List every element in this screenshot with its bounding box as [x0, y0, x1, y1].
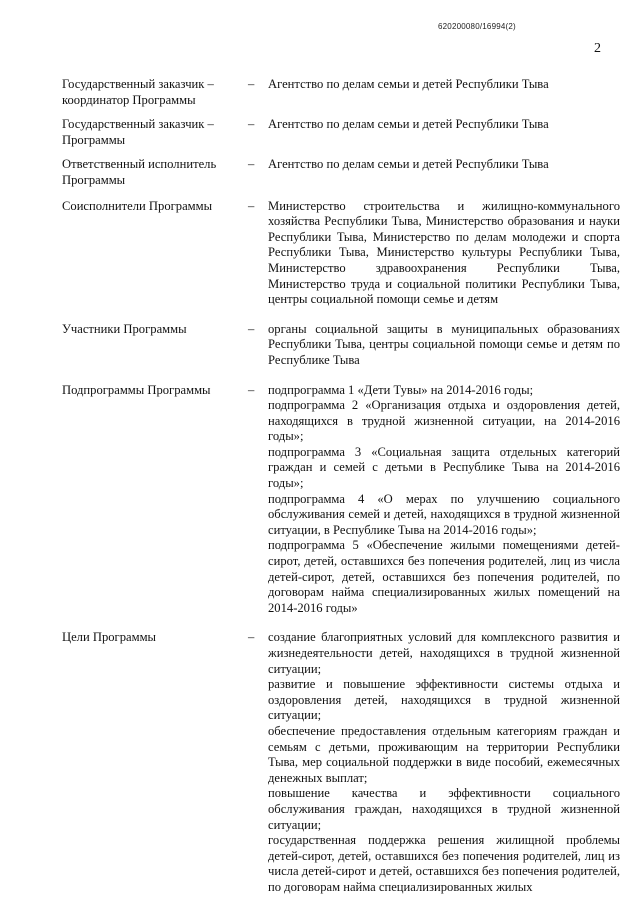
row-label: Участники Программы [62, 321, 187, 336]
subprogram-item: подпрограмма 5 «Обеспечение жилыми помещениями детей-сирот, детей, оставшихся без попечения родителей, лиц из числа детей-сирот, детей, оставшихся без попечения родителей, по договорам найма специализированных жилых помещений на 2014-2016 годы» [268, 538, 620, 615]
row-label: Государственный заказчик – координатор Программы [62, 77, 214, 107]
row-text: органы социальной защиты в муниципальных образованиях Республики Тыва, центры социальной помощи семье и детям по Республике Тыва [268, 321, 620, 367]
page-number: 2 [594, 41, 601, 56]
goal-item: государственная поддержка решения жилищной проблемы детей-сирот, детей, оставшихся без попечения родителей, лиц из числа детей-сирот и детей, оставшихся без попечения родителей, по договорам найма специализированных жилых [268, 833, 620, 894]
row-label: Государственный заказчик – Программы [62, 117, 214, 147]
row-content [268, 199, 620, 308]
subprogram-item: подпрограмма 4 «О мерах по улучшению социального обслуживания семей и детей, находящихся в трудной жизненной ситуации, в Республике Тыва на 2014-2016 годы»; [268, 491, 620, 537]
row-text: Министерство строительства и жилищно-коммунального хозяйства Республики Тыва, Министерство образования и науки Республики Тыва, Министерство по делам молодежи и спорта Республики Тыва, Министерство культуры Республики Тыва, Министерство здравоохранения Республики Тыва, Министерство труда и социальной политики Республики Тыва, центры социальной помощи семье и детям [268, 198, 620, 307]
goal-item: повышение качества и эффективности социального обслуживания граждан, находящихся в трудной жизненной ситуации; [268, 786, 620, 832]
row-dash: – [248, 117, 255, 132]
row-content [268, 383, 620, 617]
passport-row-state-customer [62, 117, 620, 148]
subprogram-item: подпрограмма 3 «Социальная защита отдельных категорий граждан и семей с детьми в Республике Тыва на 2014-2016 годы»; [268, 444, 620, 491]
program-passport-table [62, 77, 620, 896]
passport-row-subprograms [62, 383, 620, 617]
goal-item: обеспечение предоставления отдельным категориям граждан и семьям с детьми, проживающим на территории Республики Тыва, мер социальной поддержки в виде пособий, ежемесячных денежных выплат; [268, 723, 620, 785]
row-content [268, 157, 620, 173]
row-dash: – [248, 198, 255, 213]
document-id: 620200080/16994(2) [438, 22, 516, 31]
row-content [268, 117, 620, 133]
passport-row-goals [62, 630, 620, 895]
row-content [268, 77, 620, 93]
row-label: Цели Программы [62, 630, 156, 645]
row-text: Агентство по делам семьи и детей Республики Тыва [268, 77, 549, 91]
row-text: Агентство по делам семьи и детей Республики Тыва [268, 157, 549, 172]
row-label: Подпрограммы Программы [62, 382, 211, 397]
goal-item: создание благоприятных условий для комплексного развития и жизнедеятельности детей, находящихся в трудной жизненной ситуации; [268, 630, 620, 676]
row-dash: – [248, 630, 255, 645]
passport-row-responsible-executor [62, 157, 620, 188]
row-dash: – [248, 321, 255, 336]
subprogram-item: подпрограмма 1 «Дети Тувы» на 2014-2016 годы; [268, 382, 534, 397]
row-label: Соисполнители Программы [62, 198, 213, 213]
passport-row-participants [62, 322, 620, 369]
row-content [268, 630, 620, 895]
passport-row-state-customer-coordinator [62, 77, 620, 108]
row-dash: – [248, 382, 255, 397]
row-label: Ответственный исполнитель Программы [62, 157, 217, 187]
row-dash: – [248, 77, 255, 91]
goal-item: развитие и повышение эффективности системы отдыха и оздоровления детей, находящихся в трудной жизненной ситуации; [268, 677, 620, 723]
row-text: Агентство по делам семьи и детей Республики Тыва [268, 117, 549, 132]
row-content [268, 322, 620, 369]
passport-row-co-executors [62, 199, 620, 308]
subprogram-item: подпрограмма 2 «Организация отдыха и оздоровления детей, находящихся в трудной жизненной ситуации, на 2014-2016 годы»; [268, 398, 620, 444]
row-dash: – [248, 157, 255, 172]
